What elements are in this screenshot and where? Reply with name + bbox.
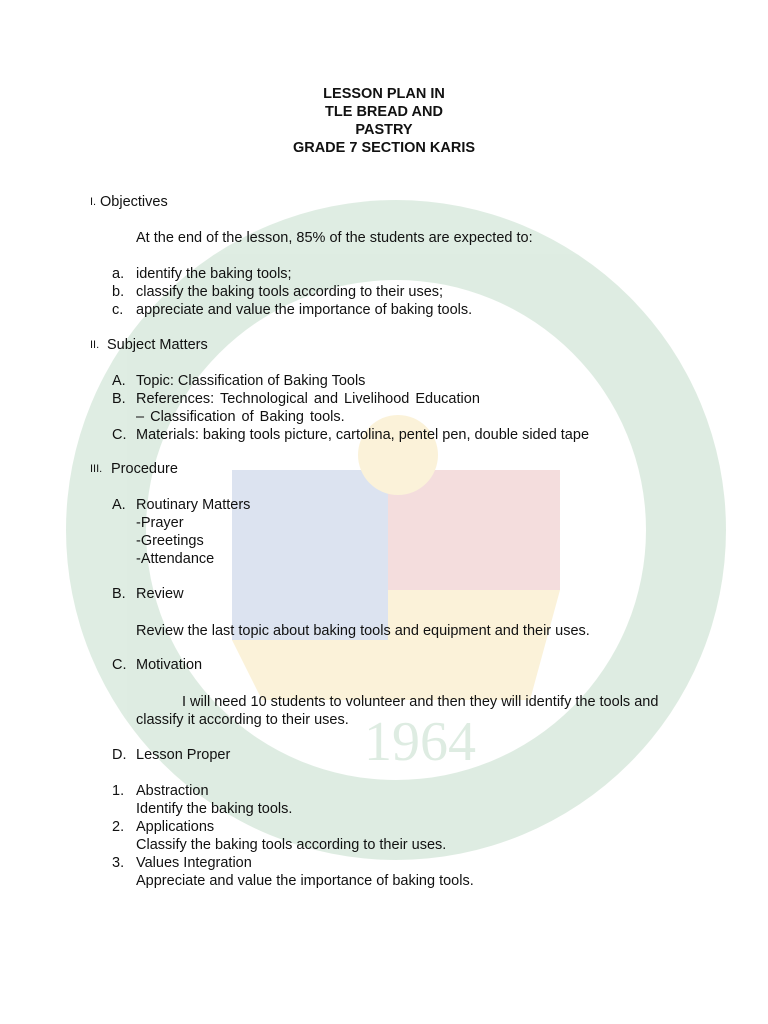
objective-text: appreciate and value the importance of baking tools. [136, 302, 473, 318]
section-2-numeral: II. [90, 339, 100, 351]
objective-text: identify the baking tools; [136, 266, 292, 282]
procedure-item-text: Routinary Matters [136, 497, 251, 513]
subject-marker: C. [112, 427, 127, 443]
procedure-item-text: Review [136, 586, 184, 602]
title-line-4: GRADE 7 SECTION KARIS [292, 140, 476, 156]
subject-marker: A. [112, 373, 126, 389]
motivation-body-line-2: classify it according to their uses. [136, 712, 349, 728]
seal-shield-red [388, 470, 560, 590]
section-1-heading: Objectives [100, 194, 168, 210]
procedure-marker: B. [112, 586, 126, 602]
subject-marker: B. [112, 391, 126, 407]
routine-sub-item: -Prayer [136, 515, 184, 531]
objective-marker: c. [112, 302, 124, 318]
step-description: Classify the baking tools according to their uses. [136, 837, 447, 853]
section-3-numeral: III. [90, 463, 103, 475]
seal-shield-blue [232, 470, 388, 640]
seal-shield-gold [232, 640, 388, 700]
motivation-body-line-1: I will need 10 students to volunteer and then they will identify the tools and [182, 694, 659, 710]
procedure-item-text: Lesson Proper [136, 747, 231, 763]
title-line-3: PASTRY [355, 122, 413, 138]
objectives-intro: At the end of the lesson, 85% of the students are expected to: [136, 230, 533, 246]
routine-sub-item: -Attendance [136, 551, 215, 567]
seal-shield-yellow [388, 590, 560, 700]
objective-text: classify the baking tools according to their uses; [136, 284, 444, 300]
title-line-1: LESSON PLAN IN [323, 86, 445, 102]
seal-year: 1964 [364, 711, 476, 773]
routine-sub-item: -Greetings [136, 533, 204, 549]
procedure-marker: A. [112, 497, 126, 513]
procedure-marker: D. [112, 747, 127, 763]
subject-text-continued: – Classification of Baking tools. [136, 409, 345, 425]
subject-text: Topic: Classification of Baking Tools [136, 373, 366, 389]
step-title: Applications [136, 819, 215, 835]
title-line-2: TLE BREAD AND [325, 104, 443, 120]
step-title: Abstraction [136, 783, 209, 799]
step-marker: 1. [112, 783, 125, 799]
step-marker: 2. [112, 819, 125, 835]
objective-marker: a. [112, 266, 125, 282]
procedure-item-text: Motivation [136, 657, 203, 673]
step-description: Appreciate and value the importance of baking tools. [136, 873, 474, 889]
review-body: Review the last topic about baking tools and equipment and their uses. [136, 623, 590, 639]
section-1-numeral: I. [90, 196, 97, 208]
subject-text: Materials: baking tools picture, cartolina, pentel pen, double sided tape [136, 427, 590, 443]
section-3-heading: Procedure [111, 461, 178, 477]
subject-text: References: Technological and Livelihood Education [136, 391, 480, 407]
step-title: Values Integration [136, 855, 252, 871]
step-description: Identify the baking tools. [136, 801, 293, 817]
section-2-heading: Subject Matters [107, 337, 208, 353]
procedure-marker: C. [112, 657, 127, 673]
step-marker: 3. [112, 855, 125, 871]
objective-marker: b. [112, 284, 125, 300]
